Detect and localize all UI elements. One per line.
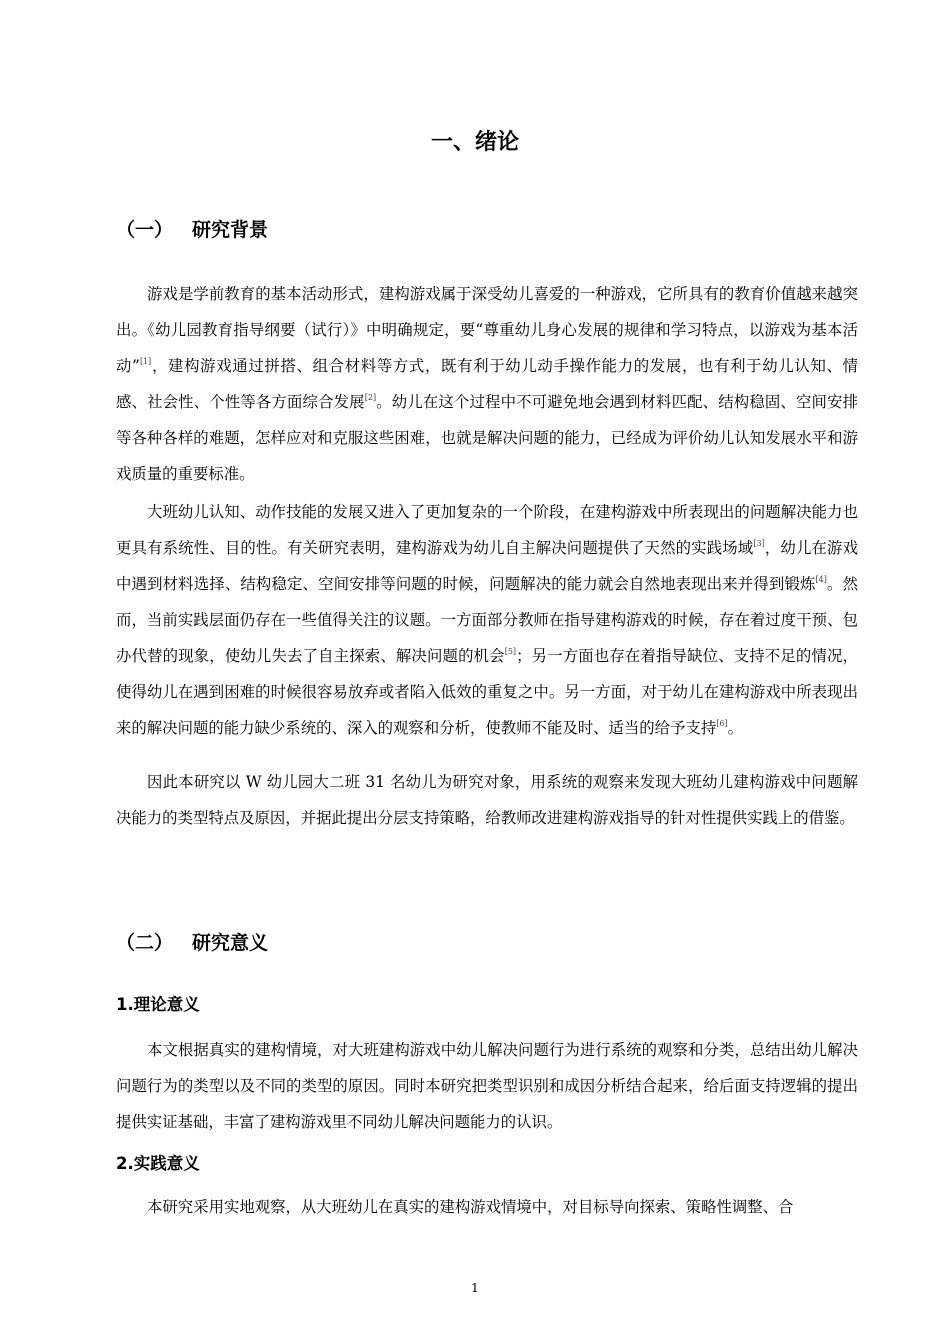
section-heading-significance (116, 928, 268, 958)
body-paragraph (116, 764, 858, 836)
section-number: （一） (116, 219, 174, 241)
citation-marker: [5] (504, 647, 517, 656)
section-title: 研究意义 (192, 932, 269, 954)
chapter-title: 一、绪论 (430, 130, 519, 155)
page-number: 1 (471, 1281, 479, 1295)
citation-marker: [6] (716, 719, 728, 728)
paragraph-text: ；另一方面也存在着指导缺位、支持不足的情况，使得幼儿在遇到困难的时候很容易放弃或者陷入低效的重复之中。另一方面，对于幼儿在建构游戏中所表现出来的解决问题的能力缺少系统的、深入的观察和分析，使教师不能及时、适当的给予支持 (116, 647, 858, 737)
section-title: 研究背景 (192, 219, 269, 241)
paragraph-text: 。 (727, 719, 743, 737)
subsection-heading: 2.实践意义 (116, 1154, 200, 1173)
citation-marker: [4] (815, 575, 827, 584)
paragraph-text: ，幼儿在游戏中遇到材料选择、结构稳定、空间安排等问题的时候，问题解决的能力就会自然地表现出来并得到锻炼 (116, 539, 858, 593)
paragraph-text: 游戏是学前教育的基本活动形式，建构游戏属于深受幼儿喜爱的一种游戏，它所具有的教育价值越来越突出。《幼儿园教育指导纲要（试行）》中明确规定，要“尊重幼儿身心发展的规律和学习特点，以游戏为基本活动” (116, 285, 858, 375)
paragraph-text: 因此本研究以 W 幼儿园大二班 31 名幼儿为研究对象，用系统的观察来发现大班幼儿建构游戏中问题解决能力的类型特点及原因，并据此提出分层支持策略，给教师改进建构游戏指导的针对性提供实践上的借鉴。 (116, 773, 858, 827)
body-paragraph (116, 276, 858, 492)
paragraph-text: ，建构游戏通过拼搭、组合材料等方式，既有利于幼儿动手操作能力的发展，也有利于幼儿认知、情感、社会性、个性等各方面综合发展 (116, 357, 858, 411)
section-number: （二） (116, 932, 174, 954)
paragraph-text: 大班幼儿认知、动作技能的发展又进入了更加复杂的一个阶段，在建构游戏中所表现出的问题解决能力也更具有系统性、目的性。有关研究表明，建构游戏为幼儿自主解决问题提供了天然的实践场域 (116, 503, 858, 557)
citation-marker: [2] (364, 393, 377, 402)
paragraph-text: 。幼儿在这个过程中不可避免地会遇到材料匹配、结构稳固、空间安排等各种各样的难题，怎样应对和克服这些困难，也就是解决问题的能力，已经成为评价幼儿认知发展水平和游戏质量的重要标准。 (116, 393, 858, 483)
body-paragraph: 本研究采用实地观察，从大班幼儿在真实的建构游戏情境中，对目标导向探索、策略性调整、合 (147, 1198, 794, 1216)
citation-marker: [3] (753, 539, 765, 548)
section-heading-background (116, 215, 268, 245)
body-paragraph (116, 494, 858, 746)
citation-marker: [1] (139, 357, 152, 366)
paragraph-text: 。然而，当前实践层面仍存在一些值得关注的议题。一方面部分教师在指导建构游戏的时候，存在着过度干预、包办代替的现象，使幼儿失去了自主探索、解决问题的机会 (116, 575, 858, 665)
subsection-heading: 1.理论意义 (116, 995, 200, 1014)
body-paragraph: 本文根据真实的建构情境，对大班建构游戏中幼儿解决问题行为进行系统的观察和分类，总结出幼儿解决问题行为的类型以及不同的类型的原因。同时本研究把类型识别和成因分析结合起来，给后面支持逻辑的提出提供实证基础，丰富了建构游戏里不同幼儿解决问题能力的认识。 (116, 1041, 858, 1131)
